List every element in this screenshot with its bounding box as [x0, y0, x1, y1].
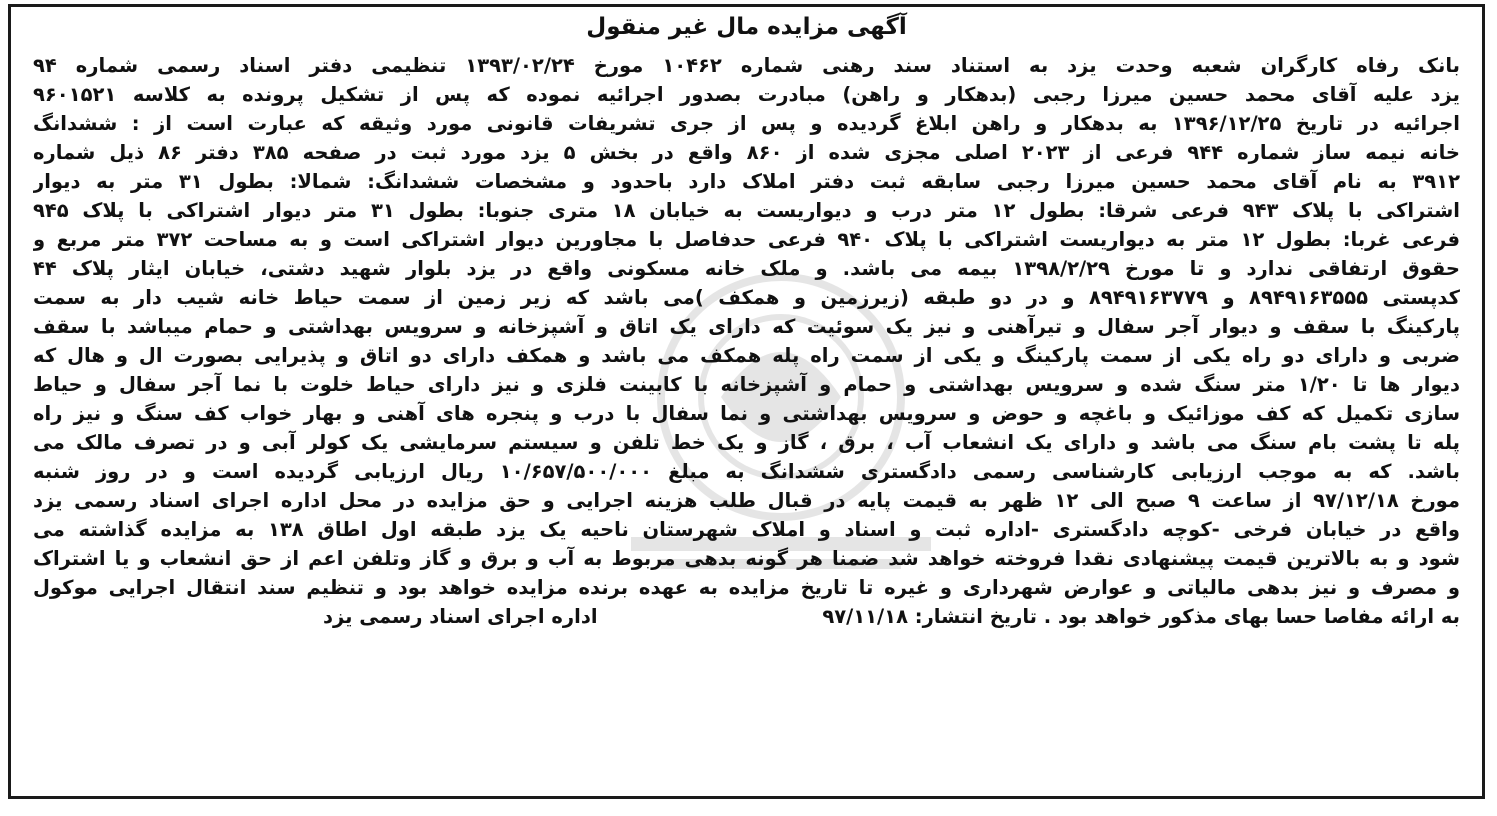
notice-line: ضربی و دارای دو راه یکی از سمت پارکینگ و یکی از سمت راه پله همکف می باشد و همکف دارای دو اتاق و پذیرایی بصورت ال و هال که: [33, 344, 1460, 367]
notice-line: پله تا پشت بام سنگ می باشد و دارای یک انشعاب آب ، برق ، گاز و یک خط تلفن و سیستم سرمایشی یک کولر آبی و در تصرف مالک می: [33, 431, 1460, 454]
publication-line: به ارائه مفاصا حسا بهای مذکور خواهد بود . تاریخ انتشار: ۹۷/۱۱/۱۸: [822, 605, 1460, 628]
notice-line: واقع در خیابان فرخی -کوچه دادگستری -اداره ثبت و اسناد و املاک شهرستان ناحیه یک یزد طبقه اول اطاق ۱۳۸ به مزایده گذاشته می: [33, 518, 1460, 541]
notice-line: کدپستی ۸۹۴۹۱۶۳۵۵۵ و ۸۹۴۹۱۶۳۷۷۹ و در دو طبقه (زیرزمین و همکف )می باشد که زیر زمین از سمت حیاط خانه شیب دار به سمت: [33, 286, 1460, 309]
notice-line: مورخ ۹۷/۱۲/۱۸ از ساعت ۹ صبح الی ۱۲ ظهر به قیمت پایه در قبال طلب هزینه اجرایی و حق مزایده در محل اداره اجرای اسناد رسمی یزد: [33, 489, 1460, 512]
notice-line: ۳۹۱۲ به نام آقای محمد حسین میرزا رجبی سابقه ثبت دفتر املاک دارد باحدود و مشخصات ششدانگ: شمالا: بطول ۳۱ متر به دیوار: [33, 170, 1460, 193]
notice-line: پارکینگ با سقف و دیوار آجر سفال و تیرآهنی و نیز یک سوئیت که دارای یک اتاق و آشپزخانه و سرویس بهداشتی و حمام میباشد با سقف: [33, 315, 1460, 338]
notice-line: دیوار ها تا ۱/۲۰ متر سنگ شده و سرویس بهداشتی و حمام و آشپزخانه با کابینت فلزی و نیز دارای حیاط خلوت با نما آجر سفال و حیاط: [33, 373, 1460, 396]
notice-line: باشد. که به موجب ارزیابی کارشناسی رسمی دادگستری ششدانگ به مبلغ ۱۰/۶۵۷/۵۰۰/۰۰۰ ریال ارزیابی گردیده است و در روز شنبه: [33, 460, 1460, 483]
notice-line: اشتراکی با پلاک ۹۴۳ فرعی شرقا: بطول ۱۲ متر درب و دیواریست به خیابان ۱۸ متری جنوبا: بطول ۳۱ متر دیوار اشتراکی با پلاک ۹۴۵: [33, 199, 1460, 222]
notice-line: فرعی غربا: بطول ۱۲ متر به دیواریست اشتراکی با پلاک ۹۴۰ فرعی حدفاصل با مجاورین دیوار اشتراکی است و به مساحت ۳۷۲ متر مربع و: [33, 228, 1460, 251]
notice-line: حقوق ارتفاقی ندارد و تا مورخ ۱۳۹۸/۲/۲۹ بیمه می باشد. و ملک خانه مسکونی واقع در یزد بلوار شهید دشتی، خیابان ایثار پلاک ۴۴: [33, 257, 1460, 280]
notice-last-line: [33, 602, 1460, 631]
notice-line: اجرائیه در تاریخ ۱۳۹۶/۱۲/۲۵ به بدهکار و راهن ابلاغ گردیده و پس از جری تشریفات قانونی مورد وثیقه که عبارت است از : ششدانگ: [33, 112, 1460, 135]
issuer-signature: اداره اجرای اسناد رسمی یزد: [323, 605, 598, 628]
notice-line: و مصرف و نیز بدهی مالیاتی و عوارض شهرداری و غیره تا تاریخ مزایده به عهده برنده مزایده خواهد بود و تنظیم سند انتقال اجرایی موکول: [33, 576, 1460, 599]
notice-line: بانک رفاه کارگران شعبه وحدت یزد به استناد سند رهنی شماره ۱۰۴۶۲ مورخ ۱۳۹۳/۰۲/۲۴ تنظیمی دفتر اسناد رسمی شماره ۹۴: [33, 54, 1460, 77]
notice-line: سازی تکمیل که کف موزائیک و باغچه و حوض و سرویس بهداشتی و نما سفال با درب و پنجره های آهنی و بهار خواب کف سنگ و نیز راه: [33, 402, 1460, 425]
notice-line: یزد علیه آقای محمد حسین میرزا رجبی (بدهکار و راهن) مبادرت بصدور اجرائیه نموده که پس از تشکیل پرونده به کلاسه ۹۶۰۱۵۲۱: [33, 83, 1460, 106]
notice-line: شود و به بالاترین قیمت پیشنهادی نقدا فروخته خواهد شد ضمنا هر گونه بدهی مربوط به آب و برق و گاز وتلفن اعم از حق انشعاب و یا اشتراک: [33, 547, 1460, 570]
notice-line: خانه نیمه ساز شماره ۹۴۴ فرعی از ۲۰۲۳ اصلی مجزی شده از ۸۶۰ واقع در بخش ۵ یزد مورد ثبت در صفحه ۳۸۵ دفتر ۸۶ ذیل شماره: [33, 141, 1460, 164]
notice-body: [11, 51, 1482, 631]
notice-frame: [8, 4, 1485, 799]
notice-title: آگهی مزایده مال غیر منقول: [586, 14, 907, 40]
